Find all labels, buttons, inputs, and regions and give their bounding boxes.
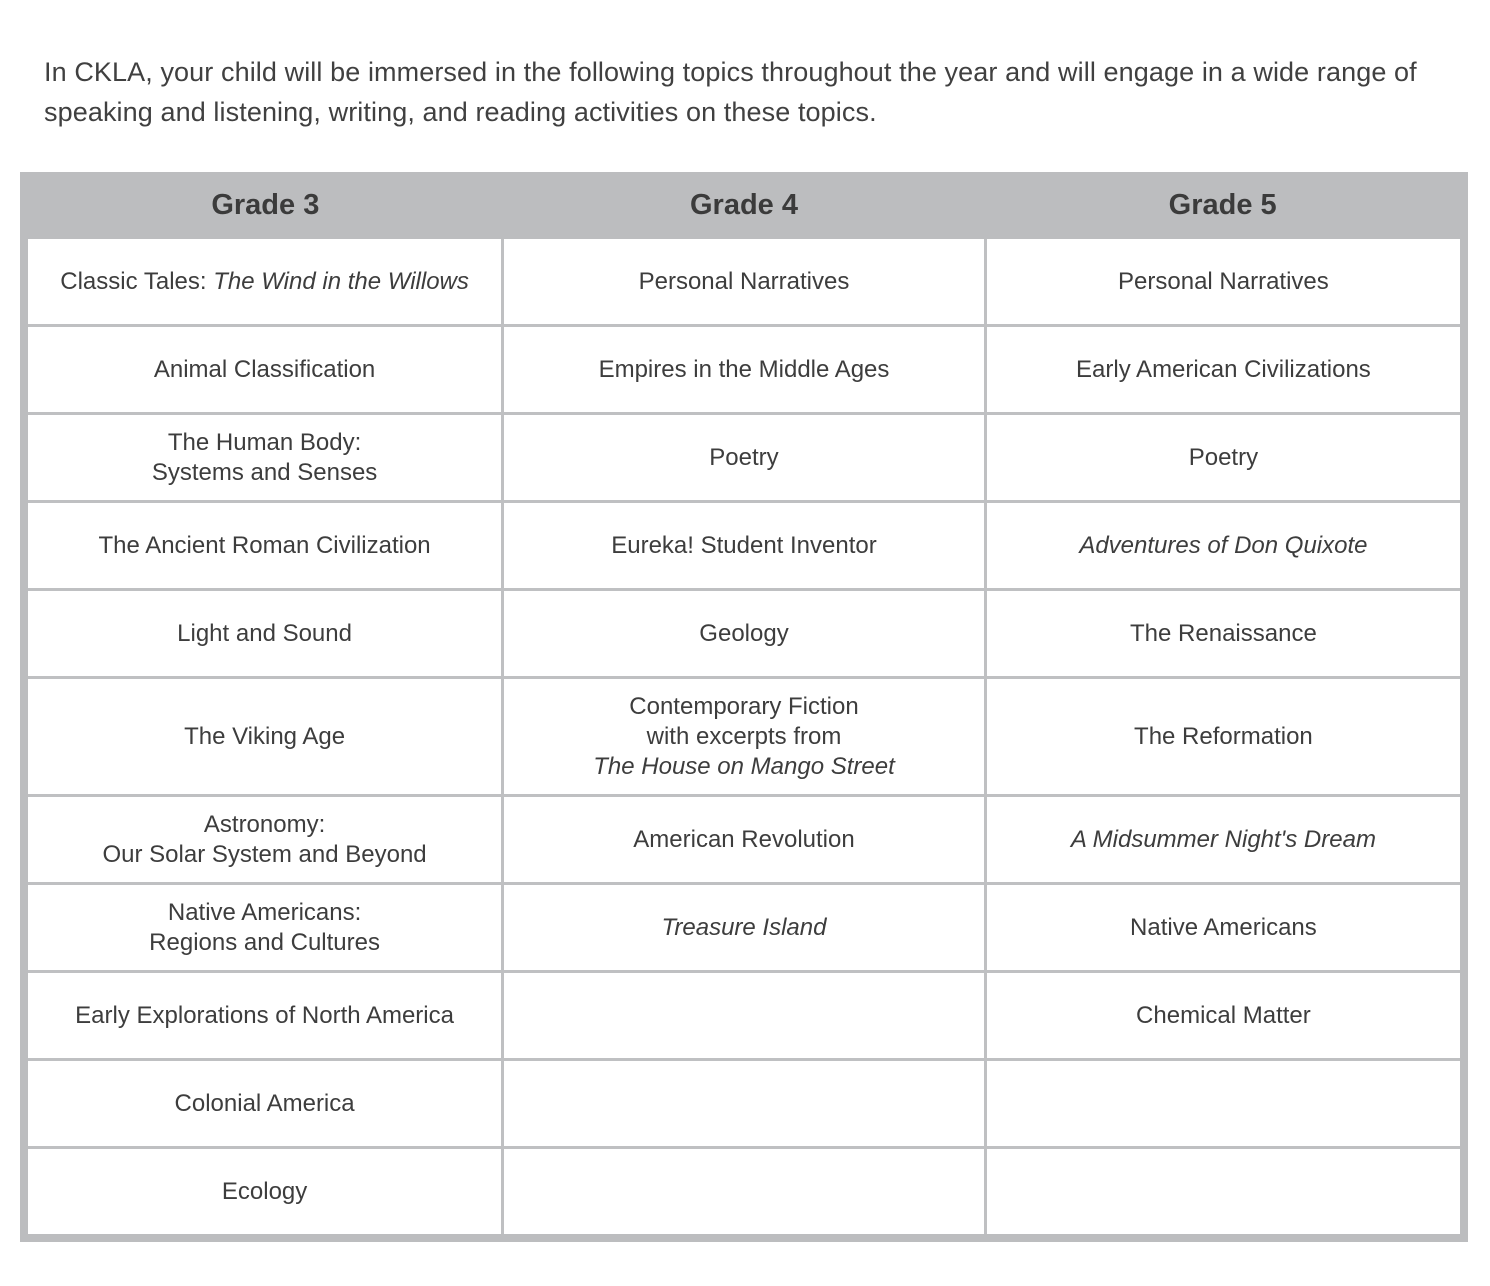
topic-text: The Viking Age	[184, 722, 346, 750]
topic-text: Adventures of Don Quixote	[1079, 531, 1368, 559]
topic-cell-grade-3	[24, 414, 503, 502]
topic-text: Astronomy:	[203, 810, 326, 838]
topic-cell-grade-5	[985, 414, 1464, 502]
topic-text: Early American Civilizations	[1076, 355, 1371, 383]
topic-text: The Ancient Roman Civilization	[98, 531, 431, 559]
topic-cell-grade-3	[24, 239, 503, 326]
topic-cell-grade-4	[503, 239, 986, 326]
header-grade-5: Grade 5	[985, 172, 1464, 239]
topic-text: Light and Sound	[177, 619, 352, 647]
topic-cell-grade-3	[24, 972, 503, 1060]
table-body	[24, 239, 1464, 1238]
table-row	[24, 239, 1464, 326]
table-row	[24, 1148, 1464, 1239]
topic-text: with excerpts from	[646, 722, 842, 750]
topic-text: Geology	[699, 619, 789, 647]
table-row	[24, 502, 1464, 590]
intro-paragraph: In CKLA, your child will be immersed in the following topics throughout the year and will engage in a wide range of speaking and listening, writing, and reading activities on these topics.	[44, 57, 1417, 127]
table-row	[24, 796, 1464, 884]
topic-cell-grade-4	[503, 502, 986, 590]
topic-text: American Revolution	[633, 825, 855, 853]
topic-text: Regions and Cultures	[149, 928, 380, 956]
topic-text: Systems and Senses	[151, 458, 378, 486]
table-row	[24, 972, 1464, 1060]
table-row	[24, 326, 1464, 414]
header-row	[24, 172, 1464, 239]
topic-cell-grade-4	[503, 884, 986, 972]
topic-text: Chemical Matter	[1136, 1001, 1311, 1029]
topic-text: Poetry	[1188, 443, 1259, 471]
grade-topics-table	[20, 172, 1468, 1242]
topic-cell-grade-3	[24, 884, 503, 972]
topic-text: Native Americans:	[167, 898, 362, 926]
topic-cell-grade-3	[24, 502, 503, 590]
table-row	[24, 1060, 1464, 1148]
topic-text: Early Explorations of North America	[75, 1001, 454, 1029]
topic-cell-grade-5	[985, 884, 1464, 972]
table-header	[24, 172, 1464, 239]
topic-cell-grade-5	[985, 590, 1464, 678]
table-row	[24, 678, 1464, 796]
topic-cell-grade-5	[985, 1060, 1464, 1148]
table-row	[24, 884, 1464, 972]
topic-text: Personal Narratives	[638, 267, 850, 295]
topic-text: Poetry	[709, 443, 779, 471]
topic-cell-grade-4	[503, 326, 986, 414]
header-grade-3: Grade 3	[24, 172, 503, 239]
table-row	[24, 590, 1464, 678]
topic-text: Native Americans	[1130, 913, 1317, 941]
topic-cell-grade-5	[985, 239, 1464, 326]
topic-cell-grade-3	[24, 326, 503, 414]
topic-cell-grade-3	[24, 1148, 503, 1239]
topic-cell-grade-5	[985, 972, 1464, 1060]
topic-text: Empires in the Middle Ages	[598, 355, 890, 383]
header-grade-4: Grade 4	[503, 172, 986, 239]
topic-text: Classic Tales:	[60, 267, 214, 295]
topic-text: Treasure Island	[661, 913, 827, 941]
topic-cell-grade-4	[503, 414, 986, 502]
topic-cell-grade-5	[985, 796, 1464, 884]
topic-cell-grade-3	[24, 678, 503, 796]
topic-text: Our Solar System and Beyond	[102, 840, 427, 868]
topic-text: The House on Mango Street	[593, 752, 895, 780]
topic-cell-grade-4	[503, 1060, 986, 1148]
topic-text: The Human Body:	[167, 428, 362, 456]
topic-text: The Reformation	[1134, 722, 1313, 750]
topic-text: Ecology	[221, 1177, 308, 1205]
topic-cell-grade-3	[24, 590, 503, 678]
topic-cell-grade-3	[24, 796, 503, 884]
topic-cell-grade-4	[503, 678, 986, 796]
topic-text: Colonial America	[174, 1089, 355, 1117]
topic-cell-grade-5	[985, 678, 1464, 796]
topic-cell-grade-4	[503, 590, 986, 678]
topic-text: The Renaissance	[1130, 619, 1317, 647]
topic-cell-grade-4	[503, 972, 986, 1060]
topic-cell-grade-4	[503, 796, 986, 884]
topic-text: The Wind in the Willows	[213, 267, 469, 295]
topic-text: Personal Narratives	[1118, 267, 1329, 295]
topic-text: Animal Classification	[153, 355, 376, 383]
topic-text: Eureka! Student Inventor	[611, 531, 877, 559]
topic-text: A Midsummer Night's Dream	[1070, 825, 1376, 853]
topic-cell-grade-5	[985, 1148, 1464, 1239]
topic-text: Contemporary Fiction	[629, 692, 859, 720]
topic-cell-grade-4	[503, 1148, 986, 1239]
topic-cell-grade-5	[985, 326, 1464, 414]
topic-cell-grade-5	[985, 502, 1464, 590]
topic-cell-grade-3	[24, 1060, 503, 1148]
table-row	[24, 414, 1464, 502]
